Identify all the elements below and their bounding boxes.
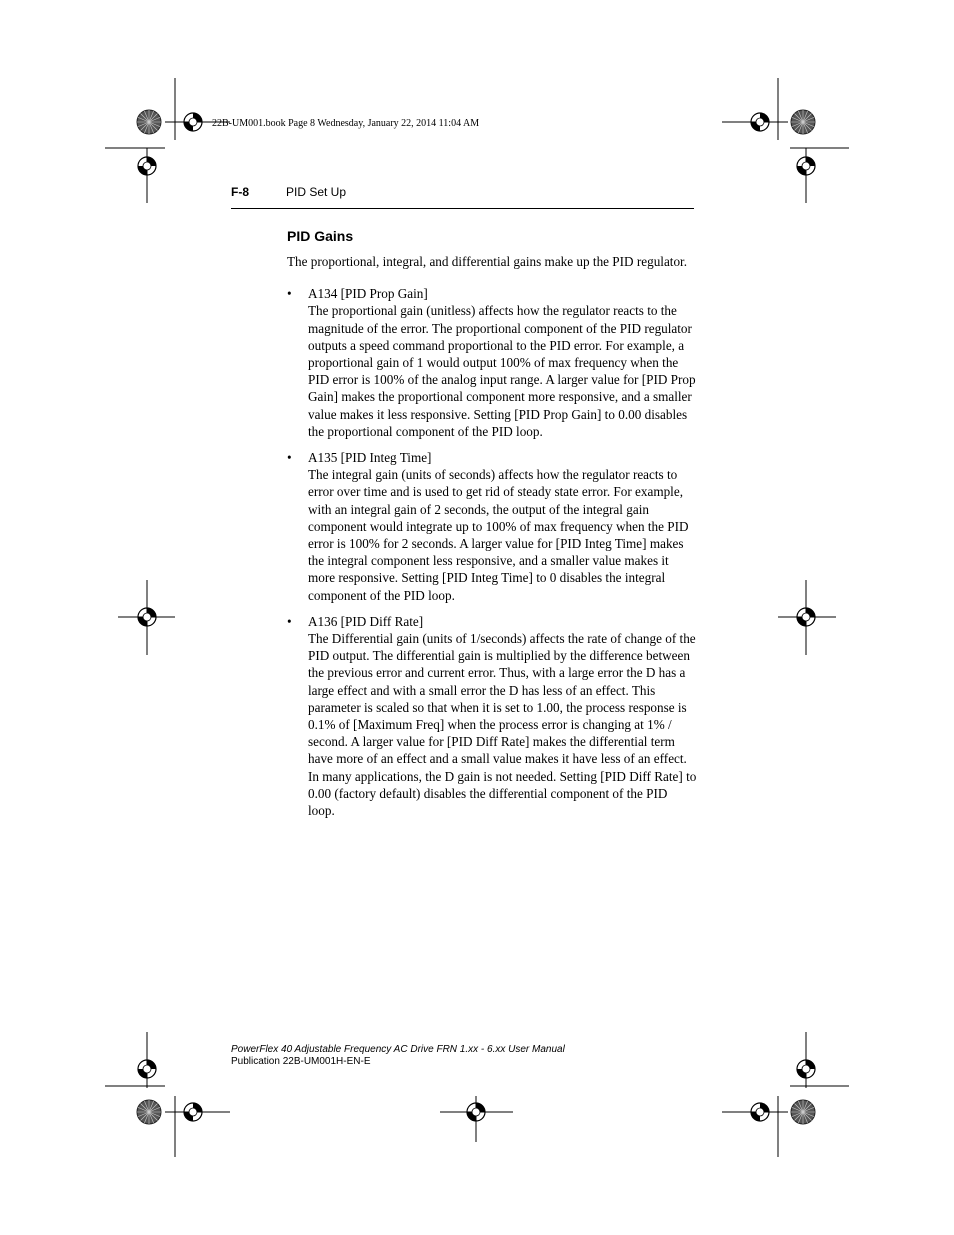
section-heading: PID Gains (287, 228, 354, 244)
parameter-item (287, 613, 697, 819)
parameter-description: The proportional gain (unitless) affects how the regulator reacts to the magnitude of the error. The proportional component of the PID regulator outputs a speed command proportional to the PID error. For example, a proportional gain of 1 would output 100% of max frequency when the PID error is 100% of the analog input range. A larger value for [PID Prop Gain] makes the proportional component more responsive, and a smaller value makes it less responsive. Setting [PID Prop Gain] to 0.00 disables the proportional component of the PID loop. (308, 303, 696, 439)
bullet-icon: • (287, 613, 292, 629)
page-number: F-8 (231, 185, 249, 199)
parameter-description: The integral gain (units of seconds) affects how the regulator reacts to error over time and is used to get rid of steady state error. For example, with an integral gain of 2 seconds, the output of the integral gain component would integrate up to 100% of max frequency when the PID error is 100% for 2 seconds. A larger value for [PID Integ Time] makes the integral component less responsive, and a smaller value makes it more responsive. Setting [PID Integ Time] to 0 disables the integral component of the PID loop. (308, 467, 689, 603)
parameter-title: A135 [PID Integ Time] (308, 450, 432, 466)
print-slug-line: 22B-UM001.book Page 8 Wednesday, January 22, 2014 11:04 AM (212, 118, 480, 129)
bullet-icon: • (287, 450, 292, 466)
bullet-icon: • (287, 286, 292, 302)
page-content (287, 227, 697, 828)
parameter-title: A136 [PID Diff Rate] (308, 613, 424, 629)
manual-title: PowerFlex 40 Adjustable Frequency AC Drive FRN 1.xx - 6.xx User Manual (231, 1044, 565, 1055)
section-title: PID Set Up (286, 185, 347, 199)
parameter-item (287, 449, 697, 604)
parameter-item (287, 285, 697, 440)
parameter-title: A134 [PID Prop Gain] (308, 286, 428, 302)
intro-paragraph: The proportional, integral, and differential gains make up the PID regulator. (287, 254, 688, 269)
page-header (231, 184, 694, 209)
publication-number: Publication 22B-UM001H-EN-E (231, 1056, 371, 1067)
parameter-description: The Differential gain (units of 1/seconds) affects the rate of change of the PID output. The differential gain is multiplied by the difference between the previous error and current error. Thus, with a large error the D has a large effect and with a small error the D has less of an effect. This parameter is scaled so that when it is set to 1.00, the process response is 0.1% of [Maximum Freq] when the process error is changing at 1% / second. A larger value for [PID Diff Rate] makes the differential term have more of an effect and a small value makes it have less of an effect. In many applications, the D gain is not needed. Setting [PID Diff Rate] to 0.00 (factory default) disables the differential component of the PID loop. (308, 631, 697, 819)
page-footer (231, 1044, 565, 1068)
